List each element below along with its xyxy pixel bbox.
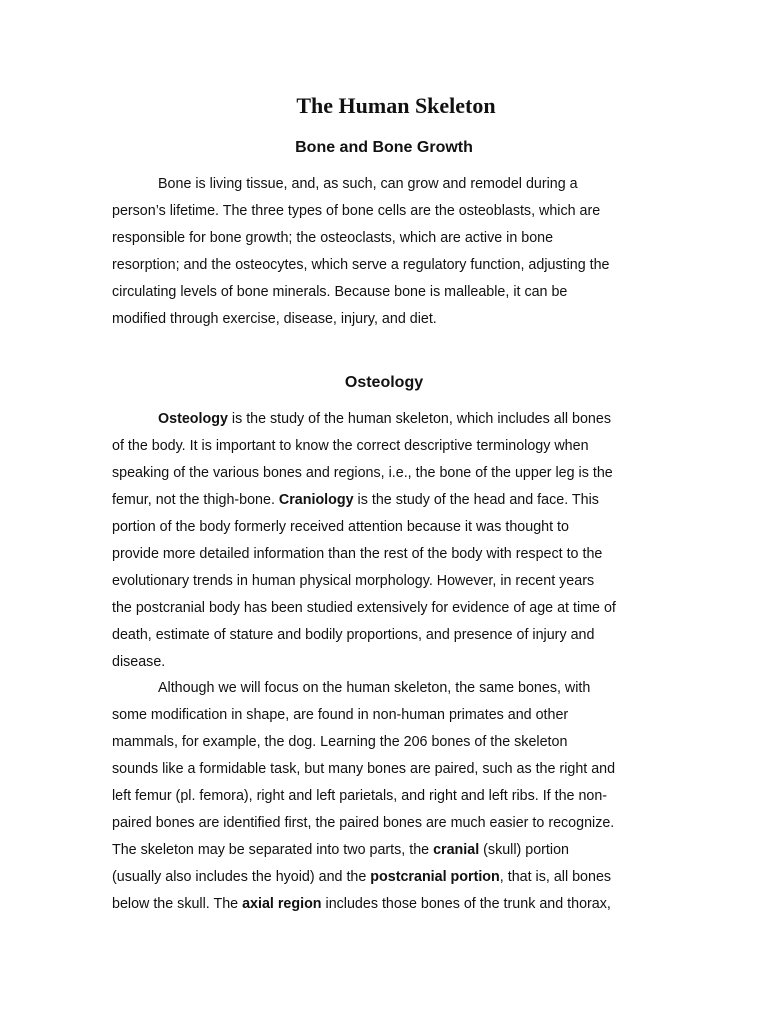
text-segment: , that is, all bones — [499, 869, 612, 885]
paragraph-skeleton-parts — [112, 675, 660, 918]
text-segment: femur, not the thigh-bone. — [112, 492, 279, 508]
text-segment: is the study of the head and face. This — [353, 492, 599, 508]
term-axial-region: axial region — [242, 896, 322, 912]
text-line: mammals, for example, the dog. Learning the 206 bones of the skeleton — [112, 734, 568, 750]
document-title: The Human Skeleton — [296, 93, 496, 118]
text-segment: The skeleton may be separated into two parts, the — [112, 842, 434, 858]
text-line: provide more detailed information than the rest of the body with respect to the — [112, 546, 603, 562]
text-line: responsible for bone growth; the osteoclasts, which are active in bone — [112, 230, 554, 246]
text-segment: below the skull. The — [112, 896, 243, 912]
text-line: circulating levels of bone minerals. Because bone is malleable, it can be — [112, 284, 568, 300]
text-segment: (skull) portion — [479, 842, 569, 858]
text-line: Bone is living tissue, and, as such, can grow and remodel during a — [158, 176, 578, 192]
text-line: paired bones are identified first, the paired bones are much easier to recognize. — [112, 815, 615, 831]
section-heading-bone-growth: Bone and Bone Growth — [295, 139, 473, 156]
text-segment: is the study of the human skeleton, which includes all bones — [227, 411, 611, 427]
text-line: some modification in shape, are found in non-human primates and other — [112, 707, 569, 723]
paragraph-osteology-definition — [112, 406, 660, 676]
text-line: portion of the body formerly received attention because it was thought to — [112, 519, 569, 535]
text-line: modified through exercise, disease, injury, and diet. — [112, 311, 437, 327]
text-line: speaking of the various bones and regions, i.e., the bone of the upper leg is the — [112, 465, 613, 481]
text-line — [112, 837, 660, 864]
text-line: disease. — [112, 654, 166, 670]
text-line — [112, 891, 660, 918]
text-line: evolutionary trends in human physical morphology. However, in recent years — [112, 573, 595, 589]
text-line: left femur (pl. femora), right and left parietals, and right and left ribs. If the non- — [112, 788, 608, 804]
term-craniology: Craniology — [278, 492, 354, 508]
text-line: the postcranial body has been studied extensively for evidence of age at time of — [112, 600, 616, 616]
text-line: person’s lifetime. The three types of bone cells are the osteoblasts, which are — [112, 203, 601, 219]
text-line: sounds like a formidable task, but many bones are paired, such as the right and — [112, 761, 616, 777]
text-segment: includes those bones of the trunk and thorax, — [321, 896, 611, 912]
text-line: death, estimate of stature and bodily proportions, and presence of injury and — [112, 627, 595, 643]
text-line: of the body. It is important to know the correct descriptive terminology when — [112, 438, 589, 454]
text-line — [112, 864, 660, 891]
section-heading-osteology: Osteology — [344, 374, 424, 391]
paragraph-bone-growth — [112, 171, 660, 333]
term-osteology: Osteology — [158, 411, 228, 427]
text-line — [112, 406, 660, 433]
term-postcranial-portion: postcranial portion — [370, 869, 500, 885]
text-line: Although we will focus on the human skeleton, the same bones, with — [158, 680, 591, 696]
text-line — [112, 487, 660, 514]
text-segment: (usually also includes the hyoid) and the — [112, 869, 371, 885]
term-cranial: cranial — [433, 842, 480, 858]
text-line: resorption; and the osteocytes, which serve a regulatory function, adjusting the — [112, 257, 610, 273]
